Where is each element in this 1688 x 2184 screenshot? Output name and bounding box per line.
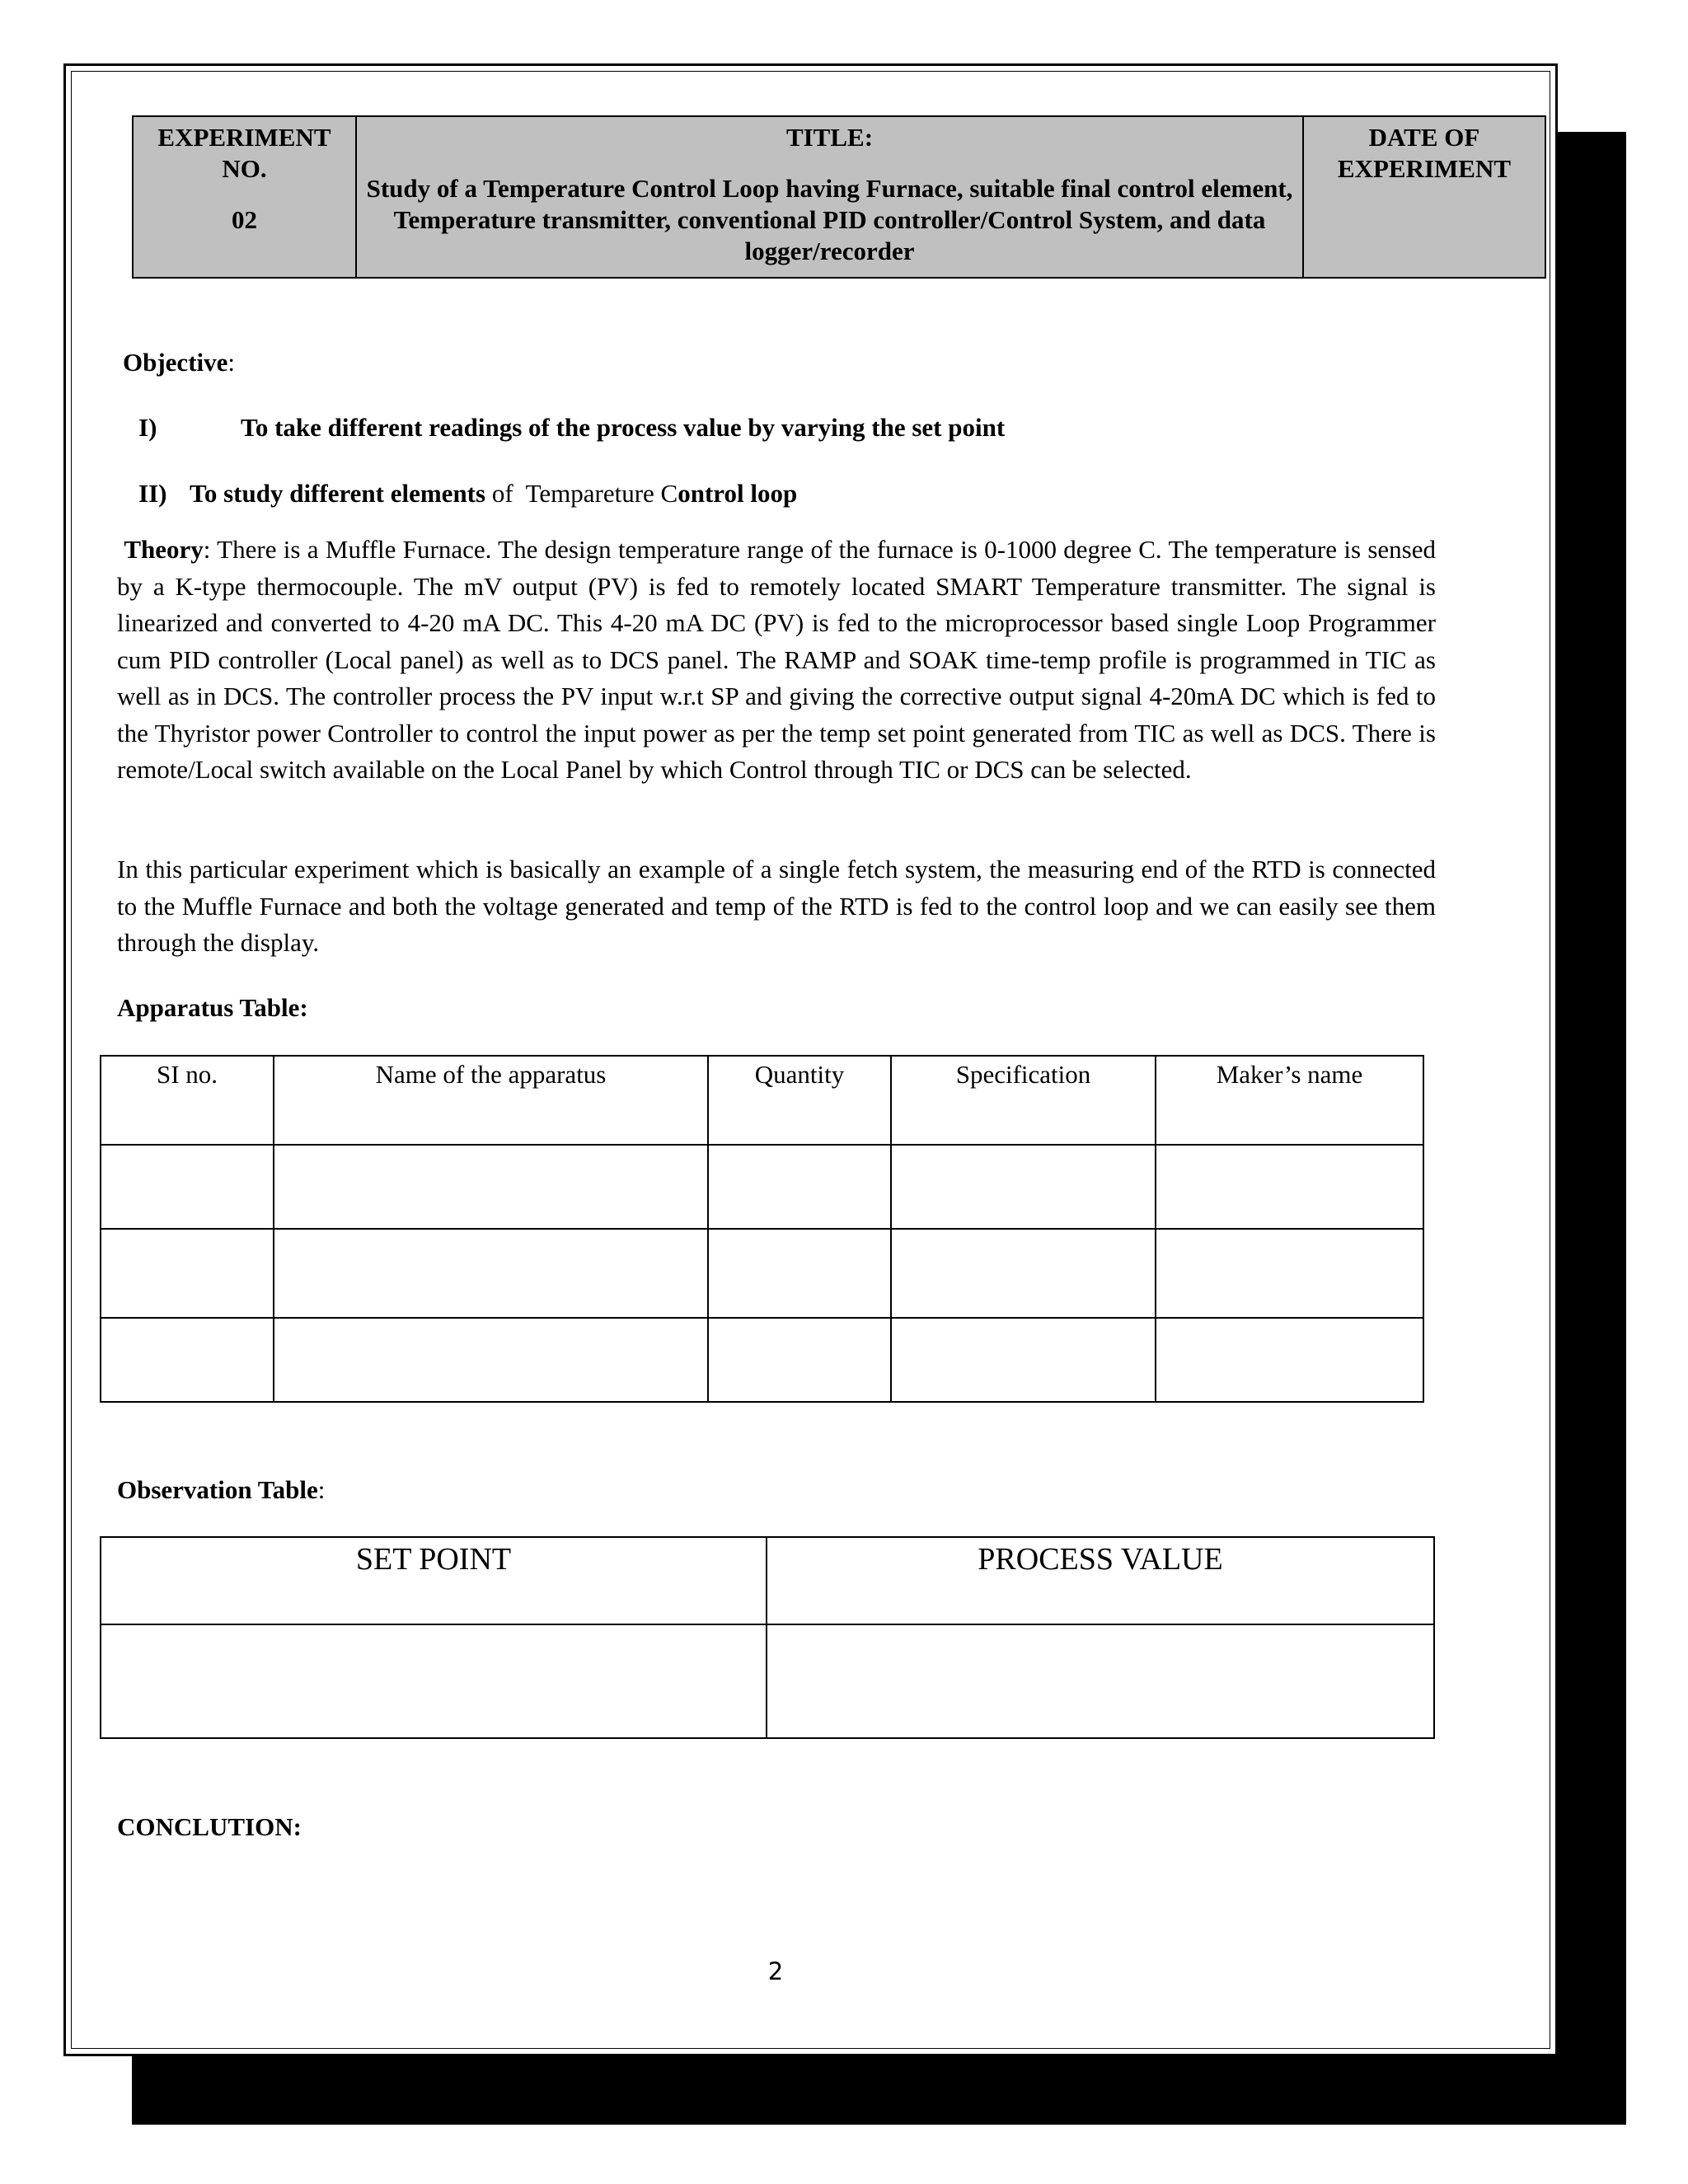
- table-cell[interactable]: [101, 1229, 274, 1318]
- experiment-header-table: [132, 115, 1546, 279]
- table-row: [101, 1145, 1423, 1229]
- objective-item-number: II): [138, 479, 167, 508]
- objective-item-normal-text: of Tempareture C: [485, 479, 678, 508]
- date-label: DATE OF EXPERIMENT: [1337, 123, 1512, 183]
- objective-colon: :: [227, 348, 236, 377]
- date-cell: [1303, 116, 1545, 278]
- objective-item-text: To study different elements: [190, 479, 486, 508]
- objective-item-number: I): [138, 413, 157, 442]
- table-cell[interactable]: [891, 1318, 1156, 1402]
- column-header: Name of the apparatus: [274, 1056, 708, 1145]
- table-cell[interactable]: [101, 1318, 274, 1402]
- column-header: Quantity: [708, 1056, 891, 1145]
- table-cell[interactable]: [708, 1229, 891, 1318]
- table-cell[interactable]: [891, 1145, 1156, 1229]
- theory-heading: Theory: [124, 535, 204, 564]
- table-cell[interactable]: [1156, 1318, 1423, 1402]
- objective-heading: [123, 344, 235, 381]
- apparatus-table: [100, 1055, 1424, 1403]
- objective-item-bold-tail: ontrol loop: [678, 479, 798, 508]
- objective-item-text: To take different readings of the process value by varying the set point: [241, 413, 1006, 442]
- table-row: [101, 1229, 1423, 1318]
- table-cell[interactable]: [1156, 1145, 1423, 1229]
- table-row: [101, 1318, 1423, 1402]
- theory-text: : There is a Muffle Furnace. The design temperature range of the furnace is 0-1000 degree C. The temperature is sensed by a K-type thermocouple. The mV output (PV) is fed to remotely located SMART Temperature transmitter. The signal is linearized and converted to 4-20 mA DC. This 4-20 mA DC (PV) is fed to the microprocessor based single Loop Programmer cum PID controller (Local panel) as well as to DCS panel. The RAMP and SOAK time-temp profile is programmed in TIC as well as in DCS. The controller process the PV input w.r.t SP and giving the corrective output signal 4-20mA DC which is fed to the Thyristor power Controller to control the input power as per the temp set point generated from TIC as well as DCS. There is remote/Local switch available on the Local Panel by which Control through TIC or DCS can be selected.: [117, 535, 1436, 784]
- objective-heading-text: Objective: [123, 348, 228, 377]
- column-header: Maker’s name: [1156, 1056, 1423, 1145]
- observation-heading: [117, 1472, 325, 1508]
- theory-paragraph: [117, 532, 1436, 789]
- title-cell: [356, 116, 1303, 278]
- table-cell[interactable]: [101, 1624, 767, 1738]
- title-text: Study of a Temperature Control Loop having Furnace, suitable final control element, Temperature transmitter, conventional PID controller/Control System, and data logger/recorder: [366, 174, 1293, 265]
- table-cell[interactable]: [274, 1145, 708, 1229]
- table-cell[interactable]: [891, 1229, 1156, 1318]
- table-cell[interactable]: [1156, 1229, 1423, 1318]
- table-cell[interactable]: [767, 1624, 1434, 1738]
- table-header-row: [101, 1056, 1423, 1145]
- apparatus-heading: Apparatus Table:: [117, 993, 308, 1022]
- column-header: SET POINT: [101, 1537, 767, 1624]
- experiment-no-value: 02: [232, 205, 257, 234]
- table-cell[interactable]: [274, 1318, 708, 1402]
- table-header-row: [101, 1537, 1434, 1624]
- observation-table: [100, 1536, 1435, 1739]
- page-number: 2: [767, 1957, 784, 1985]
- objective-item-2: [138, 476, 797, 512]
- conclusion-heading: CONCLUTION:: [117, 1812, 302, 1841]
- table-row: [101, 1624, 1434, 1738]
- observation-colon: :: [317, 1475, 326, 1504]
- objective-item-1: [138, 410, 1005, 446]
- experiment-no-label: EXPERIMENT NO.: [157, 123, 331, 183]
- title-label: TITLE:: [785, 123, 874, 152]
- table-cell[interactable]: [274, 1229, 708, 1318]
- column-header: Specification: [891, 1056, 1156, 1145]
- table-cell[interactable]: [708, 1145, 891, 1229]
- table-cell[interactable]: [101, 1145, 274, 1229]
- experiment-paragraph: In this particular experiment which is basically an example of a single fetch system, the measuring end of the RTD is connected to the Muffle Furnace and both the voltage generated and temp of the RTD is fed to the control loop and we can easily see them through the display.: [117, 855, 1436, 957]
- column-header: PROCESS VALUE: [767, 1537, 1434, 1624]
- experiment-no-cell: [133, 116, 356, 278]
- column-header: SI no.: [101, 1056, 274, 1145]
- table-cell[interactable]: [708, 1318, 891, 1402]
- observation-heading-text: Observation Table: [117, 1475, 318, 1504]
